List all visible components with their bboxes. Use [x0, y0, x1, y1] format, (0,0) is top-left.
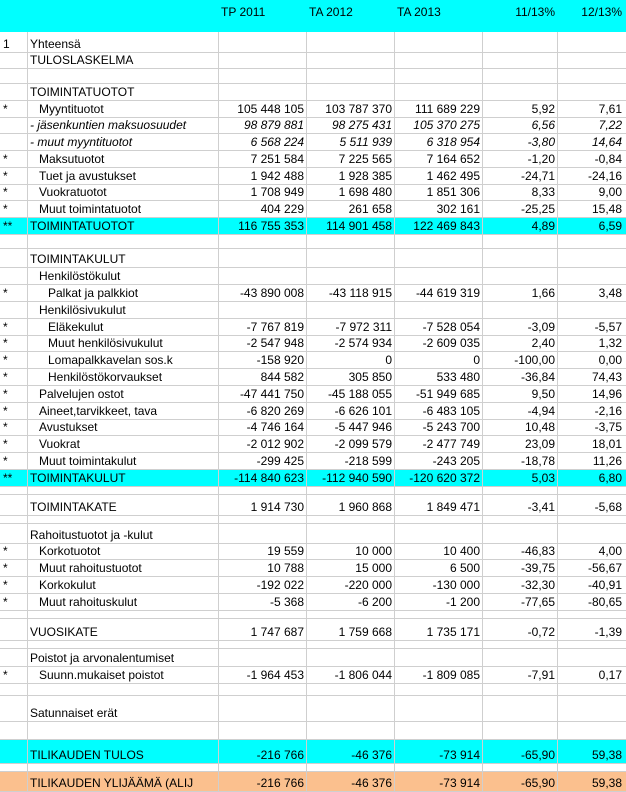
cell-value[interactable]: -43 890 008: [239, 286, 304, 300]
table-row: [0, 649, 626, 667]
row-marker[interactable]: *: [3, 578, 8, 592]
cell-value[interactable]: 10 000: [355, 544, 392, 558]
cell-value[interactable]: 261 658: [348, 202, 392, 216]
cell-value[interactable]: -56,67: [587, 561, 622, 575]
row-label[interactable]: Muut toimintatuotot: [39, 202, 142, 216]
cell-value[interactable]: 9,50: [531, 387, 555, 401]
cell-value[interactable]: -47 441 750: [239, 387, 304, 401]
cell-value[interactable]: 1 928 385: [338, 169, 392, 183]
cell-value[interactable]: -77,65: [520, 595, 555, 609]
row-marker[interactable]: **: [3, 471, 13, 485]
cell-value[interactable]: 105 370 275: [413, 118, 480, 132]
table-row: [0, 249, 626, 268]
row-marker[interactable]: *: [3, 370, 8, 384]
table-row: [0, 611, 626, 619]
cell-value[interactable]: 1 708 949: [250, 185, 304, 199]
cell-value[interactable]: 3,48: [598, 286, 622, 300]
table-row: [0, 118, 626, 134]
cell-value[interactable]: 1 849 471: [426, 500, 480, 514]
row-marker[interactable]: 1: [3, 37, 10, 51]
cell-value[interactable]: -3,41: [527, 500, 555, 514]
cell-value[interactable]: -46,83: [520, 544, 555, 558]
grid-line: [557, 32, 558, 792]
cell-value[interactable]: -65,90: [520, 776, 555, 790]
cell-value[interactable]: -73 914: [439, 776, 480, 790]
cell-value[interactable]: -7,91: [527, 668, 555, 682]
table-row: [0, 764, 626, 772]
cell-value[interactable]: 1,32: [598, 336, 622, 350]
cell-value[interactable]: 111 689 229: [415, 102, 480, 116]
cell-value[interactable]: -218 599: [344, 454, 392, 468]
table-row: [0, 386, 626, 403]
table-row: [0, 560, 626, 577]
cell-value[interactable]: 6 318 954: [426, 135, 480, 149]
row-label[interactable]: Suunn.mukaiset poistot: [39, 668, 164, 682]
row-label[interactable]: TOIMINTATUOTOT: [30, 85, 135, 99]
row-label[interactable]: Myyntituotot: [39, 102, 104, 116]
cell-value[interactable]: -114 840 623: [234, 471, 304, 485]
cell-value[interactable]: -7 767 819: [246, 320, 304, 334]
cell-value[interactable]: 6,59: [598, 219, 622, 233]
cell-value[interactable]: 98 275 431: [331, 118, 392, 132]
cell-value[interactable]: 4,00: [598, 544, 622, 558]
cell-value[interactable]: 1 851 306: [426, 185, 480, 199]
cell-value[interactable]: 10,48: [524, 420, 555, 434]
cell-value[interactable]: 0: [385, 353, 392, 367]
row-label[interactable]: Rahoitustuotot ja -kulut: [30, 528, 153, 542]
cell-value[interactable]: -73 914: [439, 748, 480, 762]
column-header[interactable]: TA 2012: [309, 5, 353, 19]
row-marker[interactable]: *: [3, 336, 8, 350]
cell-value[interactable]: -2 574 934: [334, 336, 392, 350]
cell-value[interactable]: 404 229: [260, 202, 304, 216]
table-row: [0, 524, 626, 544]
cell-value[interactable]: -243 205: [432, 454, 480, 468]
row-marker[interactable]: **: [3, 219, 13, 233]
cell-value[interactable]: -7 972 311: [335, 320, 392, 334]
cell-value[interactable]: 18,01: [591, 437, 622, 451]
cell-value[interactable]: 0,17: [598, 668, 622, 682]
cell-value[interactable]: 9,00: [598, 185, 622, 199]
table-row: [0, 53, 626, 69]
cell-value[interactable]: 0,00: [598, 353, 622, 367]
cell-value[interactable]: -39,75: [520, 561, 555, 575]
row-label[interactable]: - jäsenkuntien maksuosuudet: [30, 118, 187, 132]
table-row: [0, 495, 626, 516]
cell-value[interactable]: -299 425: [256, 454, 304, 468]
table-row: [0, 268, 626, 285]
cell-value[interactable]: -18,78: [520, 454, 555, 468]
cell-value[interactable]: -130 000: [432, 578, 480, 592]
cell-value[interactable]: 302 161: [436, 202, 480, 216]
row-label[interactable]: TOIMINTAKATE: [30, 500, 117, 514]
cell-value[interactable]: 14,96: [591, 387, 622, 401]
table-row: [0, 453, 626, 470]
table-row: [0, 684, 626, 696]
row-label[interactable]: Aineet,tarvikkeet, tava: [39, 404, 158, 418]
row-marker[interactable]: *: [3, 404, 8, 418]
row-marker[interactable]: *: [3, 454, 8, 468]
cell-value[interactable]: 114 901 458: [326, 219, 392, 233]
table-row: [0, 772, 626, 792]
row-label[interactable]: Korkotuotot: [39, 544, 101, 558]
cell-value[interactable]: -2 477 749: [422, 437, 480, 451]
row-label[interactable]: TILIKAUDEN YLIJÄÄMÄ (ALIJ: [30, 776, 194, 790]
row-label[interactable]: Poistot ja arvonalentumiset: [30, 651, 175, 665]
table-row: [0, 218, 626, 235]
cell-value[interactable]: -51 949 685: [415, 387, 480, 401]
cell-value[interactable]: -36,84: [520, 370, 555, 384]
row-marker[interactable]: *: [3, 202, 8, 216]
cell-value[interactable]: -216 766: [256, 776, 304, 790]
table-row: [0, 487, 626, 495]
table-row: [0, 470, 626, 487]
table-row: [0, 544, 626, 560]
table-row: [0, 516, 626, 524]
cell-value[interactable]: -6 820 269: [246, 404, 304, 418]
cell-value[interactable]: -100,00: [514, 353, 555, 367]
cell-value[interactable]: -1 200: [445, 595, 480, 609]
cell-value[interactable]: 10 400: [443, 544, 480, 558]
cell-value[interactable]: 1 698 480: [338, 185, 392, 199]
cell-value[interactable]: 8,33: [531, 185, 555, 199]
table-row: [0, 352, 626, 369]
cell-value[interactable]: 7,22: [598, 118, 622, 132]
table-row: [0, 168, 626, 185]
cell-value[interactable]: 7 164 652: [426, 152, 480, 166]
cell-value[interactable]: 533 480: [436, 370, 480, 384]
cell-value[interactable]: 10 788: [267, 561, 304, 575]
header-row: [0, 0, 626, 32]
cell-value[interactable]: 5 511 939: [339, 135, 392, 149]
table-row: [0, 577, 626, 594]
cell-value[interactable]: -2 099 579: [334, 437, 392, 451]
cell-value[interactable]: -6 626 101: [334, 404, 392, 418]
row-label[interactable]: Avustukset: [39, 420, 98, 434]
table-row: [0, 302, 626, 319]
cell-value[interactable]: -6 200: [357, 595, 392, 609]
cell-value[interactable]: 1 735 171: [426, 625, 480, 639]
column-header[interactable]: TA 2013: [397, 5, 441, 19]
cell-value[interactable]: 2,40: [531, 336, 555, 350]
grid-line: [482, 32, 483, 792]
table-row: [0, 235, 626, 249]
cell-value[interactable]: 7,61: [598, 102, 622, 116]
row-label[interactable]: Palkat ja palkkiot: [48, 286, 139, 300]
row-label[interactable]: Korkokulut: [39, 578, 96, 592]
row-label[interactable]: Tuet ja avustukset: [39, 169, 136, 183]
cell-value[interactable]: -46 376: [351, 776, 392, 790]
cell-value[interactable]: -44 619 319: [415, 286, 480, 300]
cell-value[interactable]: 23,09: [524, 437, 555, 451]
cell-value[interactable]: 19 559: [267, 544, 304, 558]
cell-value[interactable]: 844 582: [260, 370, 304, 384]
cell-value[interactable]: -216 766: [256, 748, 304, 762]
cell-value[interactable]: 59,38: [591, 776, 622, 790]
cell-value[interactable]: -120 620 372: [409, 471, 480, 485]
cell-value[interactable]: -2 547 948: [246, 336, 304, 350]
row-label[interactable]: VUOSIKATE: [30, 625, 98, 639]
row-marker[interactable]: *: [3, 286, 8, 300]
row-label[interactable]: Muut rahoitustuotot: [39, 561, 142, 575]
table-row: [0, 84, 626, 101]
cell-value[interactable]: 116 755 353: [238, 219, 304, 233]
cell-value[interactable]: 98 879 881: [243, 118, 304, 132]
cell-value[interactable]: 1 942 488: [250, 169, 304, 183]
cell-value[interactable]: -0,84: [594, 152, 622, 166]
cell-value[interactable]: -40,91: [587, 578, 622, 592]
cell-value[interactable]: -3,80: [527, 135, 555, 149]
table-row: [0, 134, 626, 151]
cell-value[interactable]: -192 022: [256, 578, 304, 592]
cell-value[interactable]: -6 483 105: [422, 404, 480, 418]
cell-value[interactable]: 4,89: [531, 219, 555, 233]
row-label[interactable]: Yhteensä: [30, 37, 81, 51]
row-label[interactable]: Vuokratuotot: [39, 185, 107, 199]
cell-value[interactable]: 6,56: [531, 118, 555, 132]
table-row: [0, 201, 626, 218]
cell-value[interactable]: 5,03: [531, 471, 555, 485]
table-row: [0, 667, 626, 684]
cell-value[interactable]: -2 012 902: [246, 437, 304, 451]
cell-value[interactable]: 1 914 730: [250, 500, 304, 514]
table-row: [0, 151, 626, 168]
cell-value[interactable]: -80,65: [587, 595, 622, 609]
cell-value[interactable]: 5,92: [531, 102, 555, 116]
cell-value[interactable]: -2,16: [594, 404, 622, 418]
cell-value[interactable]: 15 000: [355, 561, 392, 575]
row-marker[interactable]: *: [3, 420, 8, 434]
cell-value[interactable]: 6 568 224: [250, 135, 304, 149]
row-label[interactable]: - muut myyntituotot: [30, 135, 133, 149]
row-marker[interactable]: *: [3, 353, 8, 367]
cell-value[interactable]: 74,43: [591, 370, 622, 384]
cell-value[interactable]: -5 243 700: [422, 420, 480, 434]
cell-value[interactable]: -5,68: [594, 500, 622, 514]
row-marker[interactable]: *: [3, 595, 8, 609]
cell-value[interactable]: -112 940 590: [322, 471, 392, 485]
column-header[interactable]: 11/13%: [515, 5, 555, 19]
cell-value[interactable]: 1 960 868: [338, 500, 392, 514]
row-label[interactable]: Henkilöstökorvaukset: [48, 370, 163, 384]
table-row: [0, 403, 626, 420]
column-header[interactable]: TP 2011: [221, 5, 266, 19]
cell-value[interactable]: 6 500: [449, 561, 480, 575]
cell-value[interactable]: 1,66: [531, 286, 555, 300]
row-label[interactable]: TULOSLASKELMA: [30, 53, 134, 67]
table-row: [0, 32, 626, 53]
row-marker[interactable]: *: [3, 437, 8, 451]
row-marker[interactable]: *: [3, 387, 8, 401]
cell-value[interactable]: -32,30: [520, 578, 555, 592]
cell-value[interactable]: -43 118 915: [328, 286, 392, 300]
table-row: [0, 420, 626, 436]
row-marker[interactable]: *: [3, 152, 8, 166]
cell-value[interactable]: -1 964 453: [246, 668, 304, 682]
table-row: [0, 101, 626, 118]
table-row: [0, 740, 626, 764]
cell-value[interactable]: -1 809 085: [422, 668, 480, 682]
cell-value[interactable]: 1 747 687: [250, 625, 304, 639]
table-row: [0, 722, 626, 740]
cell-value[interactable]: 59,38: [591, 748, 622, 762]
cell-value[interactable]: -25,25: [520, 202, 555, 216]
row-label[interactable]: Vuokrat: [39, 437, 80, 451]
cell-value[interactable]: -24,71: [520, 169, 555, 183]
cell-value[interactable]: -5,57: [594, 320, 622, 334]
row-label[interactable]: Eläkekulut: [48, 320, 104, 334]
cell-value[interactable]: -5 368: [269, 595, 304, 609]
row-label[interactable]: TOIMINTAKULUT: [30, 471, 126, 485]
cell-value[interactable]: 7 251 584: [250, 152, 304, 166]
cell-value[interactable]: -4 746 164: [246, 420, 304, 434]
cell-value[interactable]: -0,72: [527, 625, 555, 639]
cell-value[interactable]: 122 469 843: [413, 219, 480, 233]
cell-value[interactable]: -158 920: [256, 353, 304, 367]
cell-value[interactable]: 11,26: [592, 454, 622, 468]
row-marker[interactable]: *: [3, 169, 8, 183]
row-marker[interactable]: *: [3, 561, 8, 575]
table-row: [0, 69, 626, 84]
row-label[interactable]: Palvelujen ostot: [39, 387, 124, 401]
cell-value[interactable]: 6,80: [598, 471, 622, 485]
cell-value[interactable]: -45 188 055: [327, 387, 392, 401]
table-row: [0, 436, 626, 453]
cell-value[interactable]: -65,90: [520, 748, 555, 762]
cell-value[interactable]: -7 528 054: [422, 320, 480, 334]
row-marker[interactable]: *: [3, 544, 8, 558]
table-row: [0, 641, 626, 649]
grid-line: [306, 32, 307, 792]
row-label[interactable]: Muut henkilösivukulut: [48, 336, 163, 350]
cell-value[interactable]: 1 759 668: [338, 625, 392, 639]
table-row: [0, 336, 626, 352]
row-label[interactable]: Maksutuotot: [39, 152, 105, 166]
cell-value[interactable]: -1,39: [594, 625, 622, 639]
cell-value[interactable]: -3,75: [594, 420, 622, 434]
table-row: [0, 369, 626, 386]
cell-value[interactable]: 305 850: [348, 370, 392, 384]
cell-value[interactable]: -24,16: [587, 169, 622, 183]
row-label[interactable]: TOIMINTAKULUT: [30, 252, 126, 266]
table-body: [0, 32, 626, 792]
cell-value[interactable]: -2 609 035: [422, 336, 480, 350]
cell-value[interactable]: 105 448 105: [237, 102, 304, 116]
table-row: [0, 696, 626, 722]
row-marker[interactable]: *: [3, 668, 8, 682]
table-row: [0, 619, 626, 641]
cell-value[interactable]: 14,64: [591, 135, 622, 149]
cell-value[interactable]: -5 447 946: [334, 420, 392, 434]
cell-value[interactable]: -1 806 044: [334, 668, 392, 682]
cell-value[interactable]: 103 787 370: [325, 102, 392, 116]
row-label[interactable]: Henkilöstökulut: [39, 269, 121, 283]
column-header[interactable]: 12/13%: [581, 5, 622, 19]
cell-value[interactable]: 0: [473, 353, 480, 367]
row-label[interactable]: Muut rahoituskulut: [39, 595, 138, 609]
row-label[interactable]: Satunnaiset erät: [30, 706, 118, 720]
grid-line: [218, 32, 219, 792]
row-label[interactable]: Muut toimintakulut: [39, 454, 137, 468]
cell-value[interactable]: -4,94: [527, 404, 555, 418]
cell-value[interactable]: -3,09: [527, 320, 555, 334]
cell-value[interactable]: -46 376: [351, 748, 392, 762]
row-marker[interactable]: *: [3, 320, 8, 334]
row-label[interactable]: TILIKAUDEN TULOS: [30, 748, 144, 762]
cell-value[interactable]: -1,20: [527, 152, 555, 166]
cell-value[interactable]: 7 225 565: [338, 152, 392, 166]
row-label[interactable]: TOIMINTATUOTOT: [30, 219, 135, 233]
row-label[interactable]: Henkilösivukulut: [39, 303, 126, 317]
cell-value[interactable]: -220 000: [344, 578, 392, 592]
table-row: [0, 185, 626, 201]
row-label[interactable]: Lomapalkkavelan sos.k: [48, 353, 173, 367]
row-marker[interactable]: *: [3, 102, 8, 116]
row-marker[interactable]: *: [3, 185, 8, 199]
table-row: [0, 285, 626, 302]
grid-line: [27, 32, 28, 792]
table-row: [0, 594, 626, 611]
table-row: [0, 319, 626, 336]
cell-value[interactable]: 15,48: [591, 202, 622, 216]
grid-line: [394, 32, 395, 792]
cell-value[interactable]: 1 462 495: [426, 169, 480, 183]
